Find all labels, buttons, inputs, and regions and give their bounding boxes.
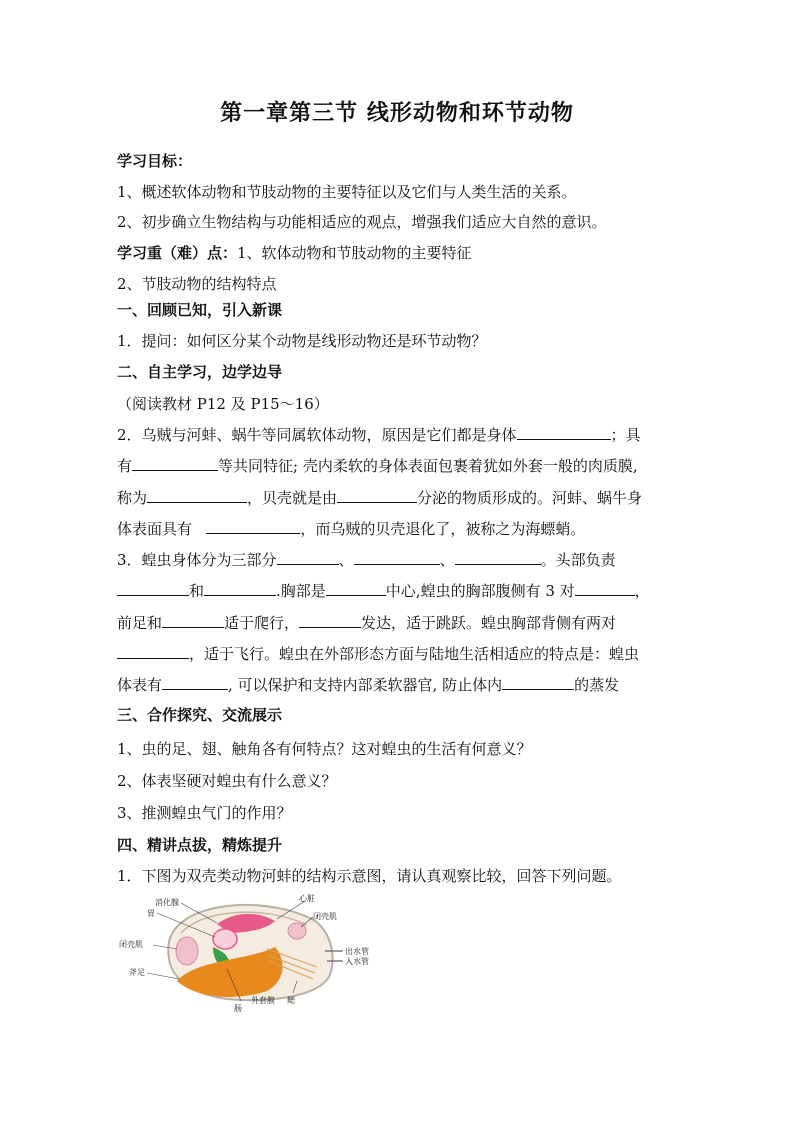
label-gill: 鳃 xyxy=(287,996,295,1005)
answer-blank[interactable] xyxy=(455,549,541,565)
answer-blank[interactable] xyxy=(277,549,339,565)
stomach xyxy=(213,929,237,949)
page-title: 第一章第三节 线形动物和环节动物 xyxy=(220,100,574,126)
q2-line-4 xyxy=(117,518,585,539)
q2-text: 等共同特征; 壳内柔软的身体表面包裹着犹如外套一般的肉质膜, xyxy=(218,457,638,475)
q2-line-3 xyxy=(117,487,642,508)
answer-blank[interactable] xyxy=(517,424,611,440)
q3-text: 、 xyxy=(338,551,354,569)
label-adductor-left: 闭壳肌 xyxy=(119,940,143,949)
reading-reference: （阅读教材 P12 及 P15～16） xyxy=(117,395,329,413)
answer-blank[interactable] xyxy=(162,674,228,690)
q2-text: 称为 xyxy=(117,489,148,507)
q2-text: ，贝壳就是由 xyxy=(247,489,338,507)
section3-heading: 三、合作探究、交流展示 xyxy=(117,706,283,724)
answer-blank[interactable] xyxy=(575,580,635,596)
q3-text: ，适于飞行。蝗虫在外部形态方面与陆地生活相适应的特点是：蝗虫 xyxy=(189,645,640,663)
q3-text: , 可以保护和支持内部柔软器官, 防止体内 xyxy=(228,676,503,694)
q3-line-5 xyxy=(117,674,619,695)
label-digestive-gland: 消化腺 xyxy=(155,898,179,907)
objective-item: 1、概述软体动物和节肢动物的主要特征以及它们与人类生活的关系。 xyxy=(117,183,577,201)
label-intestine: 肠 xyxy=(234,1004,242,1013)
q2-text: 2．乌贼与河蚌、蜗牛等同属软体动物，原因是它们都是身体 xyxy=(117,426,517,444)
label-excurrent-siphon: 出水管 xyxy=(345,947,369,956)
answer-blank[interactable] xyxy=(132,455,218,471)
q3-text: 3．蝗虫身体分为三部分 xyxy=(117,551,277,569)
q3-text: 前足和 xyxy=(117,614,163,632)
answer-blank[interactable] xyxy=(147,487,247,503)
q2-text: 有 xyxy=(117,457,133,475)
q2-text: 体表面具有 xyxy=(117,520,193,538)
q3-text: .胸部是 xyxy=(276,582,326,600)
q2-text: ，而乌贼的贝壳退化了，被称之为海螵蛸。 xyxy=(300,520,586,538)
q3-line-1 xyxy=(117,549,616,570)
q3-text: 和 xyxy=(189,582,205,600)
q3-text: 发达，适于跳跃。蝗虫胸部背侧有两对 xyxy=(361,614,617,632)
section2-heading: 二、自主学习，边学边导 xyxy=(117,363,283,381)
answer-blank[interactable] xyxy=(117,643,189,659)
label-mantle: 外套膜 xyxy=(251,996,275,1005)
key-point-2: 2、节肢动物的结构特点 xyxy=(117,275,277,293)
q3-text: 体表有 xyxy=(117,676,163,694)
section4-question: 1．下图为双壳类动物河蚌的结构示意图，请认真观察比较，回答下列问题。 xyxy=(117,867,622,885)
key-point-1: 1、软体动物和节肢动物的主要特征 xyxy=(237,244,472,262)
answer-blank[interactable] xyxy=(326,580,386,596)
mussel-structure-diagram xyxy=(117,889,377,1014)
key-points-line xyxy=(117,243,472,263)
q2-text: ；具 xyxy=(610,426,641,444)
q2-text: 分泌的物质形成的。河蚌、蜗牛身 xyxy=(417,489,643,507)
label-foot: 斧足 xyxy=(129,968,145,977)
section3-item: 1、虫的足、翅、触角各有何特点？这对蝗虫的生活有何意义？ xyxy=(117,740,532,758)
q3-text: 的蒸发 xyxy=(574,676,620,694)
answer-blank[interactable] xyxy=(299,612,361,628)
answer-blank[interactable] xyxy=(354,549,440,565)
q3-line-3 xyxy=(117,612,616,633)
q3-text: 。头部负责 xyxy=(540,551,616,569)
objectives-heading: 学习目标： xyxy=(117,152,193,170)
q3-text: ， xyxy=(634,582,650,600)
section4-heading: 四、精讲点拔，精炼提升 xyxy=(117,836,283,854)
answer-blank[interactable] xyxy=(204,580,276,596)
answer-blank[interactable] xyxy=(206,518,300,534)
q3-line-4 xyxy=(117,643,639,664)
label-heart: 心脏 xyxy=(299,894,315,903)
label-incurrent-siphon: 入水管 xyxy=(345,957,369,966)
label-adductor-right: 闭壳肌 xyxy=(313,912,337,921)
section3-item: 3、推测蝗虫气门的作用？ xyxy=(117,804,292,822)
objective-item: 2、初步确立生物结构与功能相适应的观点，增强我们适应大自然的意识。 xyxy=(117,213,607,231)
answer-blank[interactable] xyxy=(337,487,417,503)
q2-line-2 xyxy=(117,455,638,476)
q2-line-1 xyxy=(117,424,641,445)
q3-text: 中心,蝗虫的胸部腹侧有 3 对 xyxy=(385,582,575,600)
q3-line-2 xyxy=(117,580,650,601)
section1-question: 1．提问：如何区分某个动物是线形动物还是环节动物？ xyxy=(117,332,487,350)
section1-heading: 一、回顾已知，引入新课 xyxy=(117,301,283,319)
q3-text: 、 xyxy=(439,551,455,569)
answer-blank[interactable] xyxy=(162,612,224,628)
left-adductor-muscle xyxy=(176,937,198,965)
label-stomach: 胃 xyxy=(147,909,155,918)
q3-text: 适于爬行， xyxy=(224,614,300,632)
section3-item: 2、体表坚硬对蝗虫有什么意义？ xyxy=(117,772,337,790)
key-points-label: 学习重（难）点： xyxy=(117,244,238,262)
answer-blank[interactable] xyxy=(117,580,189,596)
answer-blank[interactable] xyxy=(502,674,574,690)
